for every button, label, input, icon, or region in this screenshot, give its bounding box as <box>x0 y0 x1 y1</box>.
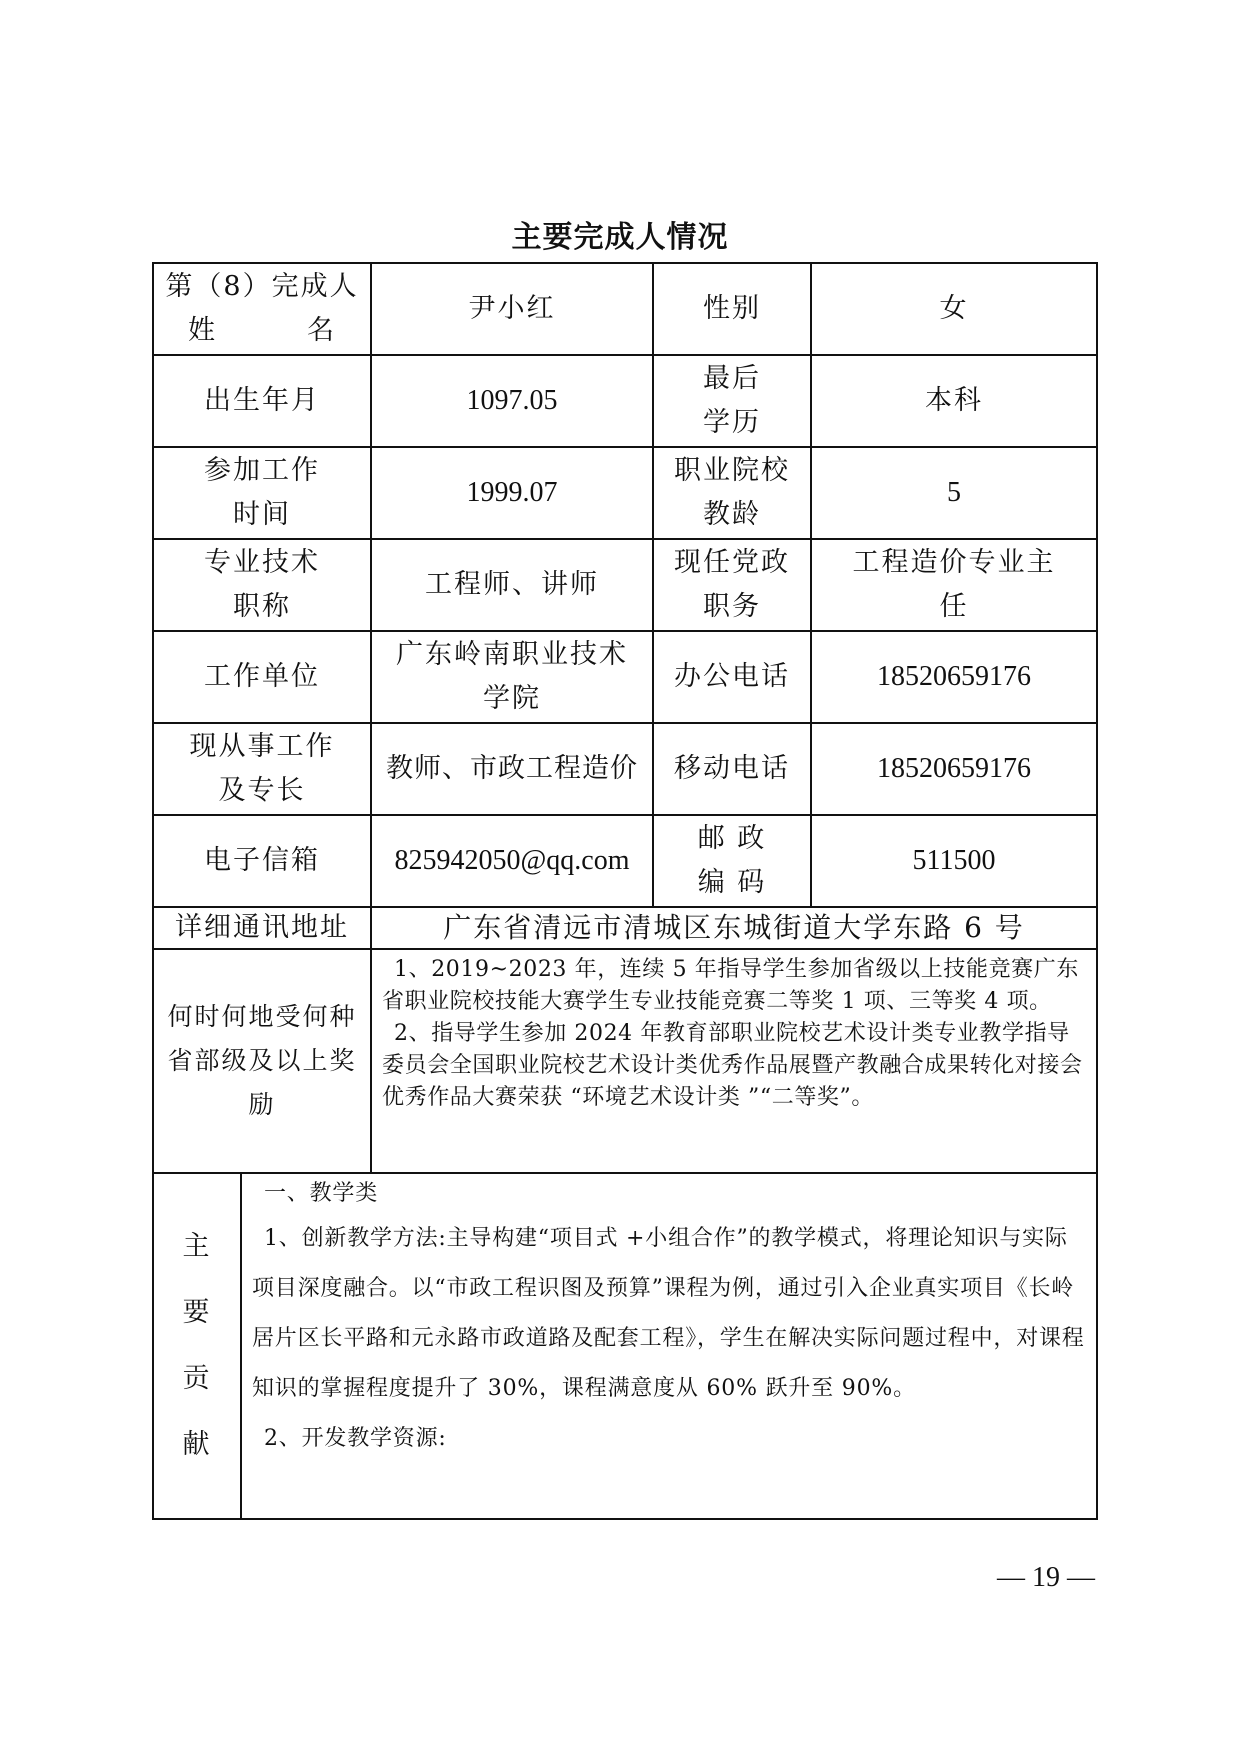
postcode-label <box>653 815 811 907</box>
pro-title-label <box>153 539 371 631</box>
email-value: 825942050@qq.com <box>371 815 653 907</box>
gender-value: 女 <box>811 263 1097 355</box>
work-start-label <box>153 447 371 539</box>
mobile-label: 移动电话 <box>653 723 811 815</box>
contribution-item: 1、创新教学方法:主导构建“项目式 +小组合作”的教学模式，将理论知识与实际项目深度融合。以“市政工程识图及预算”课程为例，通过引入企业真实项目《长岭居片区长平路和元永路市政道路及配套工程》，学生在解决实际问题过程中，对课程知识的掌握程度提升了 30%，课程满意度从 60% 跃升至 90%。 <box>252 1226 1085 1401</box>
label-line: 职业院校 <box>674 455 790 486</box>
table-row <box>153 539 1097 631</box>
office-phone-value: 18520659176 <box>811 631 1097 723</box>
label-line: 及专长 <box>218 775 306 806</box>
label-line: 何时何地受何种 <box>167 1002 357 1031</box>
value-line: 广东岭南职业技术 <box>396 639 628 670</box>
post-value <box>811 539 1097 631</box>
table-row <box>153 631 1097 723</box>
table-row <box>153 949 1097 1173</box>
label-line: 邮 政 <box>697 823 767 854</box>
work-start-value: 1999.07 <box>371 447 653 539</box>
info-table <box>152 262 1098 1520</box>
unit-label: 工作单位 <box>153 631 371 723</box>
value-line: 学院 <box>483 683 541 714</box>
table-row <box>153 907 1097 949</box>
email-label: 电子信箱 <box>153 815 371 907</box>
mobile-value: 18520659176 <box>811 723 1097 815</box>
page-title: 主要完成人情况 <box>511 220 729 255</box>
table-row <box>153 815 1097 907</box>
birth-value: 1097.05 <box>371 355 653 447</box>
label-line: 现任党政 <box>674 547 790 578</box>
label-char: 献 <box>182 1429 212 1460</box>
contribution-item: 2、开发教学资源: <box>264 1426 447 1451</box>
label-char: 要 <box>182 1297 212 1328</box>
award-item: 1、2019~2023 年，连续 5 年指导学生参加省级以上技能竞赛广东省职业院校技能大赛学生专业技能竞赛二等奖 1 项、三等奖 4 项。 <box>382 957 1079 1014</box>
contribution-content <box>241 1173 1097 1519</box>
gender-label: 性别 <box>653 263 811 355</box>
award-label <box>153 949 371 1173</box>
label-part: 姓 <box>188 315 257 346</box>
teach-age-label <box>653 447 811 539</box>
value-line: 任 <box>939 591 969 622</box>
label-line: 时间 <box>233 499 291 530</box>
label-line: 最后 <box>703 363 761 394</box>
label-line: 职务 <box>703 591 761 622</box>
name-value: 尹小红 <box>371 263 653 355</box>
education-value: 本科 <box>811 355 1097 447</box>
education-label <box>653 355 811 447</box>
unit-value <box>371 631 653 723</box>
label-line <box>160 309 364 353</box>
label-line: 编 码 <box>697 867 767 898</box>
label-line: 第（8）完成人 <box>165 271 359 302</box>
contribution-item: 一、教学类 <box>264 1181 379 1206</box>
work-label <box>153 723 371 815</box>
table-row <box>153 447 1097 539</box>
post-label <box>653 539 811 631</box>
label-char: 贡 <box>182 1363 212 1394</box>
label-line: 专业技术 <box>204 547 320 578</box>
address-value: 广东省清远市清城区东城街道大学东路 6 号 <box>371 907 1097 949</box>
table-row <box>153 723 1097 815</box>
label-char: 主 <box>182 1231 212 1262</box>
work-value: 教师、市政工程造价 <box>371 723 653 815</box>
address-label: 详细通讯地址 <box>153 907 371 949</box>
label-part: 名 <box>307 315 336 346</box>
table-row <box>153 1173 1097 1519</box>
label-line: 参加工作 <box>204 455 320 486</box>
label-line: 职称 <box>233 591 291 622</box>
label-line: 教龄 <box>703 499 761 530</box>
office-phone-label: 办公电话 <box>653 631 811 723</box>
value-line: 工程造价专业主 <box>852 547 1056 578</box>
table-row <box>153 263 1097 355</box>
teach-age-value: 5 <box>811 447 1097 539</box>
postcode-value: 511500 <box>811 815 1097 907</box>
table-row <box>153 355 1097 447</box>
page-number: — 19 — <box>997 1562 1095 1593</box>
birth-label: 出生年月 <box>153 355 371 447</box>
label-line: 现从事工作 <box>189 731 335 762</box>
label-line: 省部级及以上奖励 <box>167 1046 357 1119</box>
award-content <box>371 949 1097 1173</box>
contribution-label <box>153 1173 241 1519</box>
pro-title-value: 工程师、讲师 <box>371 539 653 631</box>
award-item: 2、指导学生参加 2024 年教育部职业院校艺术设计类专业教学指导委员会全国职业院校艺术设计类优秀作品展暨产教融合成果转化对接会优秀作品大赛荣获 “环境艺术设计类 ”“二等奖”。 <box>382 1021 1083 1110</box>
label-line: 学历 <box>703 407 761 438</box>
name-label <box>153 263 371 355</box>
